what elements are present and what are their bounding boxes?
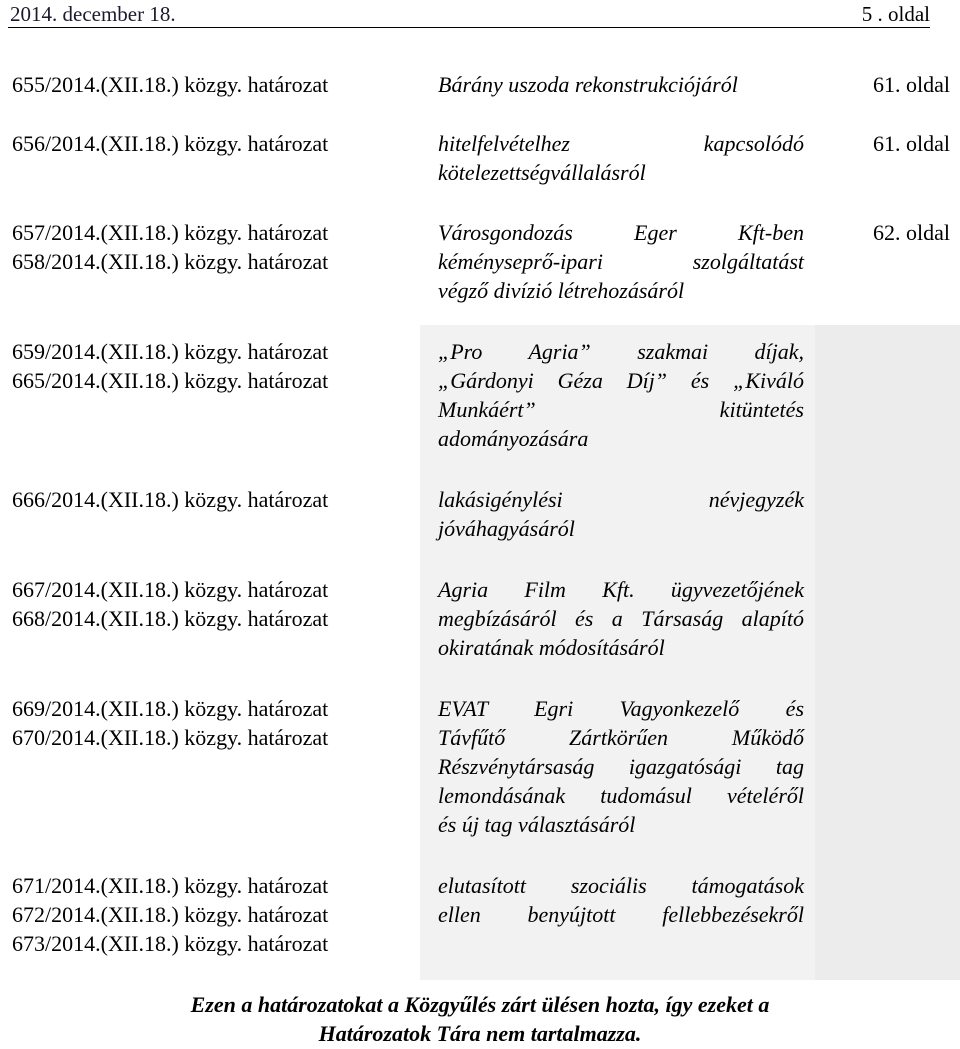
subject-line: kötelezettségvállalásról <box>438 160 646 185</box>
resolution-code: 671/2014.(XII.18.) közgy. határozat <box>12 873 329 898</box>
subject-line: ellen benyújtott fellebbezésekről <box>438 902 804 927</box>
resolution-code: 670/2014.(XII.18.) közgy. határozat <box>12 725 329 750</box>
note-line: Határozatok Tára nem tartalmazza. <box>318 1021 642 1046</box>
subject-line: Munkáért” kitüntetés <box>438 397 804 422</box>
resolution-code: 669/2014.(XII.18.) közgy. határozat <box>12 696 329 721</box>
closed-session-note <box>40 990 920 1048</box>
subject-line: és új tag választásáról <box>438 812 636 837</box>
resolution-subject <box>438 129 804 187</box>
subject-line: adományozására <box>438 426 589 451</box>
page-reference: 61. oldal <box>873 72 950 97</box>
resolution-code: 656/2014.(XII.18.) közgy. határozat <box>12 131 329 156</box>
resolution-code: 655/2014.(XII.18.) közgy. határozat <box>12 72 329 97</box>
resolution-code: 668/2014.(XII.18.) közgy. határozat <box>12 606 329 631</box>
subject-line: Városgondozás Eger Kft-ben <box>438 220 804 245</box>
resolution-code: 658/2014.(XII.18.) közgy. határozat <box>12 249 329 274</box>
resolution-subject <box>438 337 804 453</box>
subject-line: megbízásáról és a Társaság alapító <box>438 606 804 631</box>
page-header <box>8 0 930 28</box>
subject-line: hitelfelvételhez kapcsolódó <box>438 131 804 156</box>
resolution-subject <box>438 218 804 305</box>
subject-line: végző divízió létrehozásáról <box>438 278 685 303</box>
resolution-code: 665/2014.(XII.18.) közgy. határozat <box>12 368 329 393</box>
resolution-code: 659/2014.(XII.18.) közgy. határozat <box>12 339 329 364</box>
subject-line: okiratának módosításáról <box>438 635 665 660</box>
subject-line: „Pro Agria” szakmai díjak, <box>438 339 804 364</box>
subject-line: Távfűtő Zártkörűen Működő <box>438 725 804 750</box>
subject-line: elutasított szociális támogatások <box>438 873 804 898</box>
resolution-subject <box>438 70 804 99</box>
header-page-number: 5 . oldal <box>861 2 930 26</box>
resolution-subject <box>438 485 804 543</box>
resolution-code: 666/2014.(XII.18.) közgy. határozat <box>12 487 329 512</box>
resolution-code: 673/2014.(XII.18.) közgy. határozat <box>12 931 329 956</box>
note-line: Ezen a határozatokat a Közgyűlés zárt ülésen hozta, így ezeket a <box>190 992 770 1017</box>
resolution-subject <box>438 575 804 662</box>
shaded-page-column <box>815 325 960 980</box>
header-date: 2014. december 18. <box>10 2 176 26</box>
subject-line: lakásigénylési névjegyzék <box>438 487 804 512</box>
subject-line: lemondásának tudomásul vételéről <box>438 783 804 808</box>
subject-line: Részvénytársaság igazgatósági tag <box>438 754 804 779</box>
resolution-code: 667/2014.(XII.18.) közgy. határozat <box>12 577 329 602</box>
subject-line: Bárány uszoda rekonstrukciójáról <box>438 72 738 97</box>
resolution-subject <box>438 871 804 929</box>
subject-line: Agria Film Kft. ügyvezetőjének <box>438 577 804 602</box>
subject-line: EVAT Egri Vagyonkezelő és <box>438 696 804 721</box>
resolution-subject <box>438 694 804 839</box>
subject-line: kéményseprő-ipari szolgáltatást <box>438 249 804 274</box>
page-reference: 61. oldal <box>873 131 950 156</box>
subject-line: „Gárdonyi Géza Díj” és „Kiváló <box>438 368 804 393</box>
resolution-code: 672/2014.(XII.18.) közgy. határozat <box>12 902 329 927</box>
page-reference: 62. oldal <box>873 220 950 245</box>
subject-line: jóváhagyásáról <box>438 516 575 541</box>
resolution-code: 657/2014.(XII.18.) közgy. határozat <box>12 220 329 245</box>
